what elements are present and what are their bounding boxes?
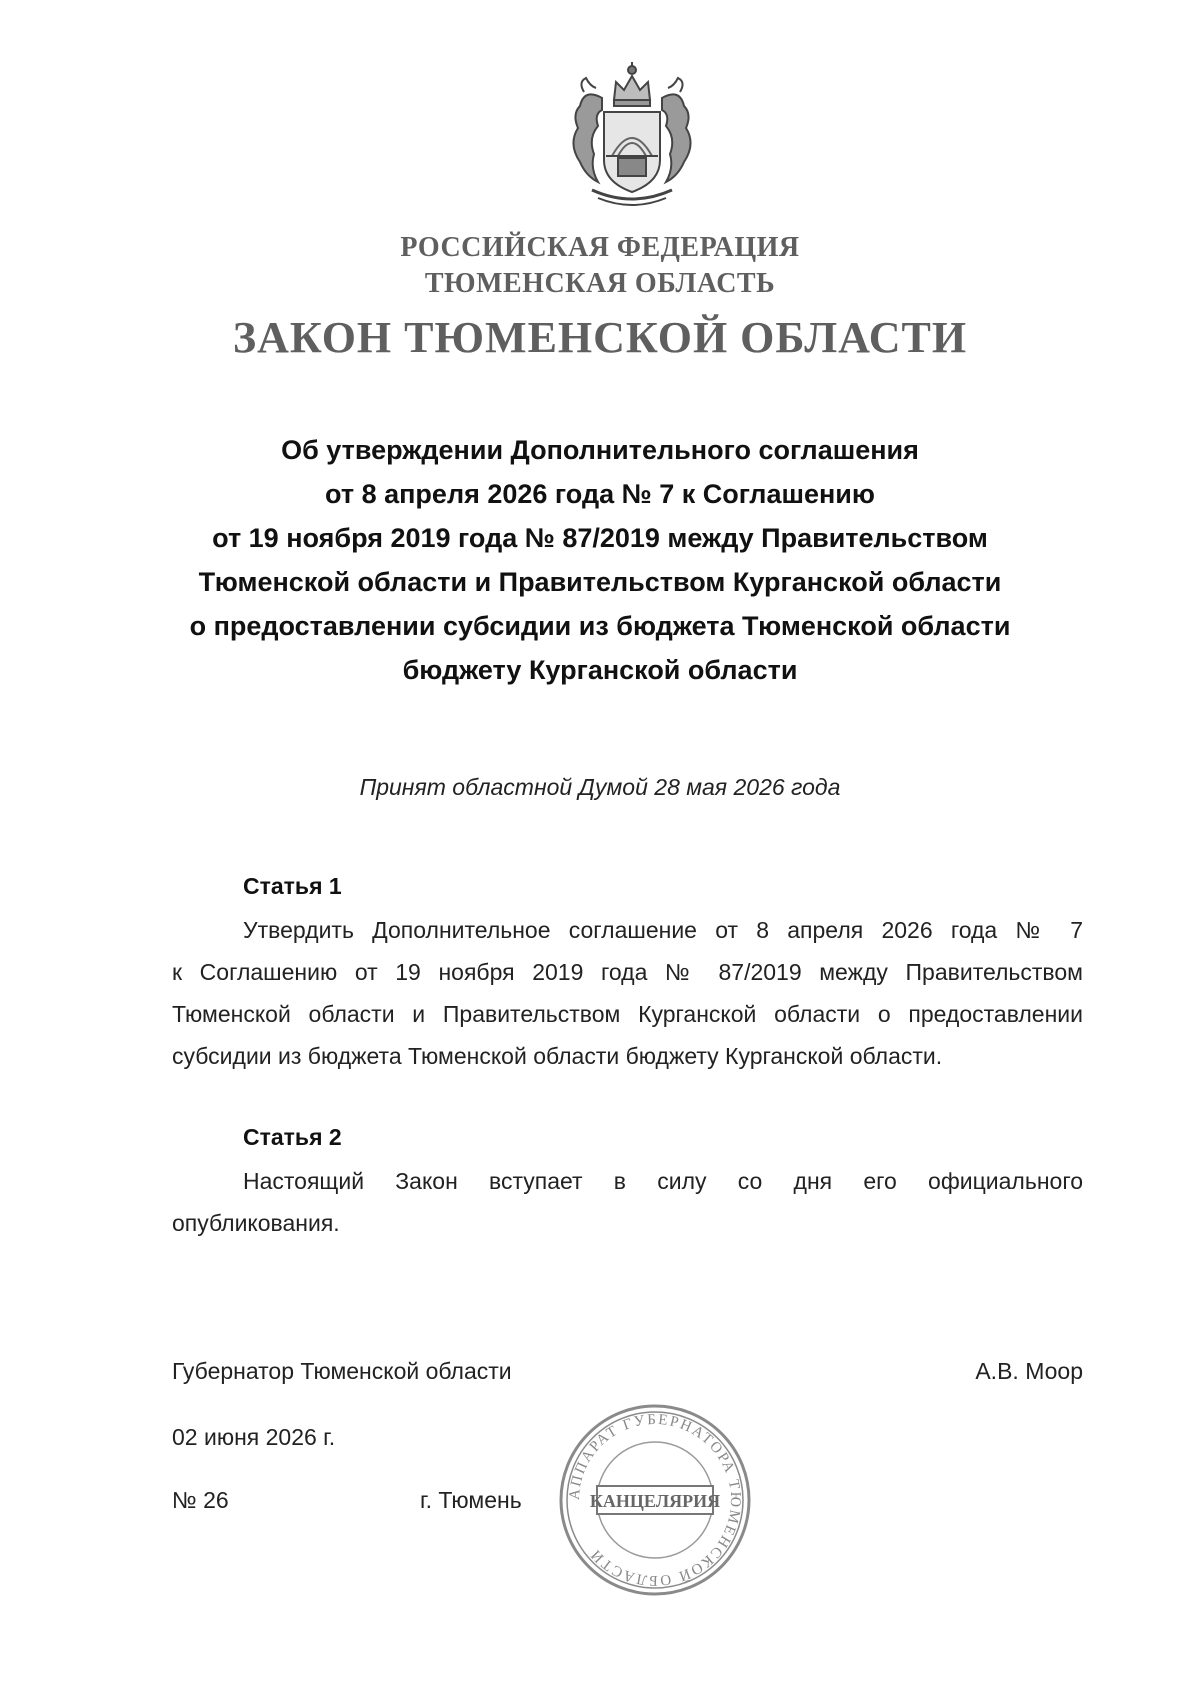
stamp-center-text: КАНЦЕЛЯРИЯ <box>589 1491 721 1511</box>
law-title-line: бюджету Курганской области <box>402 655 798 685</box>
signing-city: г. Тюмень <box>420 1487 522 1513</box>
stamp-icon <box>555 1400 755 1600</box>
law-title-line: от 8 апреля 2026 года № 7 к Соглашению <box>325 479 875 509</box>
article-1-line: субсидии из бюджета Тюменской области бюджету Курганской области. <box>172 1043 943 1069</box>
document-type-title: ЗАКОН ТЮМЕНСКОЙ ОБЛАСТИ <box>232 313 968 362</box>
article-2-line: Настоящий Закон вступает в силу со дня его официального <box>243 1168 1083 1194</box>
article-1-line: к Соглашению от 19 ноября 2019 года № 87/2019 между Правительством <box>172 959 1083 985</box>
article-1-line: Тюменской области и Правительством Курганской области о предоставлении <box>172 1001 1083 1027</box>
article-2-heading: Статья 2 <box>243 1124 342 1150</box>
article-1-line: Утвердить Дополнительное соглашение от 8 апреля 2026 года № 7 <box>243 917 1083 943</box>
coat-of-arms-icon <box>532 58 732 210</box>
law-title-line: о предоставлении субсидии из бюджета Тюменской области <box>189 611 1011 641</box>
article-2-body <box>172 1160 1083 1244</box>
signing-date: 02 июня 2026 г. <box>172 1424 336 1450</box>
law-title-line: Тюменской области и Правительством Курганской области <box>198 567 1002 597</box>
header-country: РОССИЙСКАЯ ФЕДЕРАЦИЯ <box>400 232 800 263</box>
law-title <box>100 428 1100 692</box>
stamp-ring-text: АППАРАТ ГУБЕРНАТОРА ТЮМЕНСКОЙ ОБЛАСТИ <box>566 1411 744 1589</box>
article-2-line: опубликования. <box>172 1210 340 1236</box>
header-region: ТЮМЕНСКАЯ ОБЛАСТЬ <box>424 268 776 299</box>
article-1-body <box>172 909 1083 1077</box>
signatory-position: Губернатор Тюменской области <box>172 1358 512 1384</box>
law-number: № 26 <box>172 1487 229 1513</box>
article-1-heading: Статья 1 <box>243 873 342 899</box>
law-title-line: от 19 ноября 2019 года № 87/2019 между Правительством <box>212 523 988 553</box>
adoption-note: Принят областной Думой 28 мая 2026 года <box>359 774 841 800</box>
signatory-name: А.В. Моор <box>975 1358 1083 1384</box>
law-title-line: Об утверждении Дополнительного соглашения <box>281 435 919 465</box>
